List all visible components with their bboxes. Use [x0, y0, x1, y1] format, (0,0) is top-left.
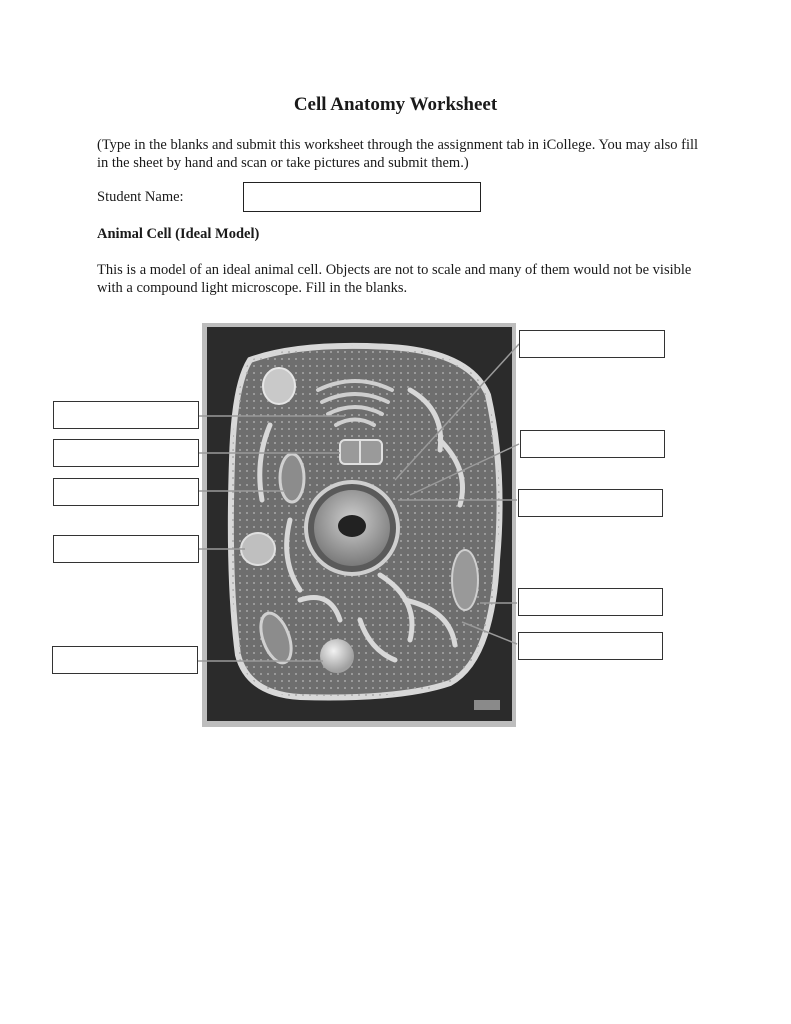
- blank-label-9[interactable]: [518, 632, 663, 660]
- blank-label-6[interactable]: [518, 489, 663, 517]
- nucleolus: [338, 515, 366, 537]
- peroxisome: [320, 639, 354, 673]
- lysosome: [241, 533, 275, 565]
- student-name-label: Student Name:: [97, 189, 184, 205]
- model-tag: [474, 700, 500, 710]
- blank-label-10[interactable]: [52, 646, 198, 674]
- blank-label-5[interactable]: [53, 478, 199, 506]
- blank-label-4[interactable]: [53, 439, 199, 467]
- blank-label-1[interactable]: [519, 330, 665, 358]
- section-heading: Animal Cell (Ideal Model): [97, 226, 260, 242]
- instructions-text: (Type in the blanks and submit this worksheet through the assignment tab in iCollege. You may also fill in the sheet by hand and scan or take pictures and submit them.): [97, 137, 699, 171]
- blank-label-3[interactable]: [520, 430, 665, 458]
- description-text: This is a model of an ideal animal cell. Objects are not to scale and many of them would not be visible with a compound light microscope. Fill in the blanks.: [97, 262, 692, 296]
- worksheet-title: Cell Anatomy Worksheet: [293, 94, 498, 115]
- blank-label-7[interactable]: [53, 535, 199, 563]
- smooth-er: [452, 550, 478, 610]
- blank-label-8[interactable]: [518, 588, 663, 616]
- vacuole: [263, 368, 295, 404]
- blank-label-2[interactable]: [53, 401, 199, 429]
- mitochondrion-top: [280, 454, 304, 502]
